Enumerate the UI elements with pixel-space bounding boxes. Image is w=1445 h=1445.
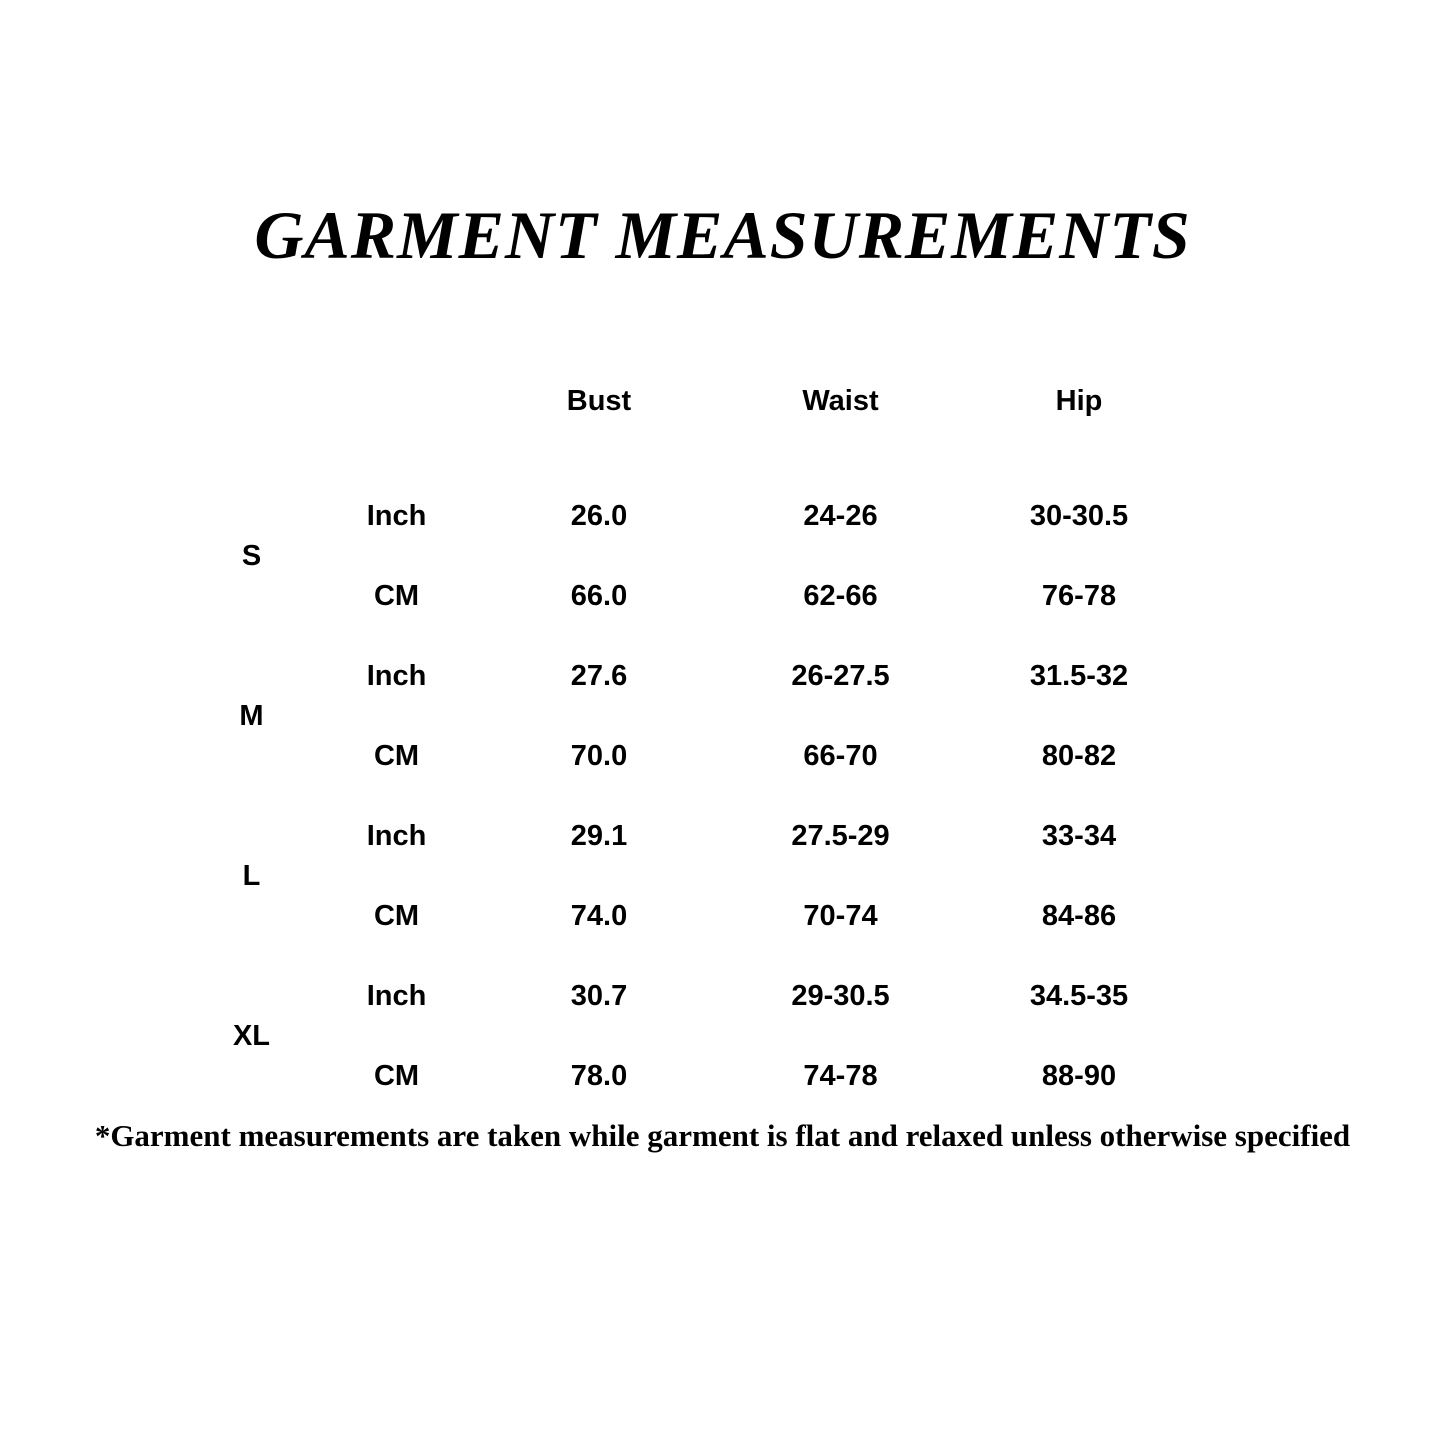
page-title: GARMENT MEASUREMENTS (254, 197, 1191, 273)
table-row (187, 717, 1199, 797)
row-unit-label: CM (317, 717, 477, 797)
cell-bust: 26.0 (477, 477, 722, 557)
table-row (187, 797, 1199, 877)
row-unit-label: Inch (317, 797, 477, 877)
row-unit-label: Inch (317, 957, 477, 1037)
unit-numerator: Inch (341, 362, 404, 395)
size-label-m: M (187, 637, 317, 797)
cell-hip: 80-82 (960, 717, 1199, 797)
unit-label: Unit: (242, 384, 311, 417)
cell-waist: 26-27.5 (722, 637, 960, 717)
cell-hip: 31.5-32 (960, 637, 1199, 717)
cell-waist: 74-78 (722, 1037, 960, 1117)
table-row (187, 957, 1199, 1037)
cell-bust: 70.0 (477, 717, 722, 797)
size-label-l: L (187, 797, 317, 957)
column-header-waist: Waist (722, 326, 960, 477)
cell-waist: 24-26 (722, 477, 960, 557)
cell-hip: 34.5-35 (960, 957, 1199, 1037)
cell-hip: 33-34 (960, 797, 1199, 877)
table-header-row (187, 326, 1199, 477)
unit-fraction (325, 360, 421, 442)
cell-waist: 66-70 (722, 717, 960, 797)
table-row (187, 557, 1199, 637)
measurements-table-container (185, 324, 1197, 1118)
size-label-xl: XL (187, 957, 317, 1117)
row-unit-label: CM (317, 1037, 477, 1117)
row-unit-label: CM (317, 877, 477, 957)
cell-bust: 66.0 (477, 557, 722, 637)
column-header-bust: Bust (477, 326, 722, 477)
cell-bust: 29.1 (477, 797, 722, 877)
cell-bust: 74.0 (477, 877, 722, 957)
table-row (187, 877, 1199, 957)
table-row (187, 1037, 1199, 1117)
row-unit-label: Inch (317, 477, 477, 557)
cell-waist: 27.5-29 (722, 797, 960, 877)
row-unit-label: CM (317, 557, 477, 637)
table-row (187, 477, 1199, 557)
cell-hip: 30-30.5 (960, 477, 1199, 557)
measurements-table (185, 324, 1200, 1118)
unit-header-cell (187, 326, 477, 477)
row-unit-label: Inch (317, 637, 477, 717)
cell-waist: 70-74 (722, 877, 960, 957)
size-label-s: S (187, 477, 317, 637)
cell-hip: 76-78 (960, 557, 1199, 637)
cell-waist: 62-66 (722, 557, 960, 637)
table-row (187, 637, 1199, 717)
cell-bust: 27.6 (477, 637, 722, 717)
cell-hip: 88-90 (960, 1037, 1199, 1117)
column-header-hip: Hip (960, 326, 1199, 477)
footnote-text: *Garment measurements are taken while garment is flat and relaxed unless otherwise specified (94, 1118, 1351, 1153)
cell-hip: 84-86 (960, 877, 1199, 957)
cell-bust: 78.0 (477, 1037, 722, 1117)
unit-denominator: CM (349, 406, 396, 440)
cell-waist: 29-30.5 (722, 957, 960, 1037)
cell-bust: 30.7 (477, 957, 722, 1037)
